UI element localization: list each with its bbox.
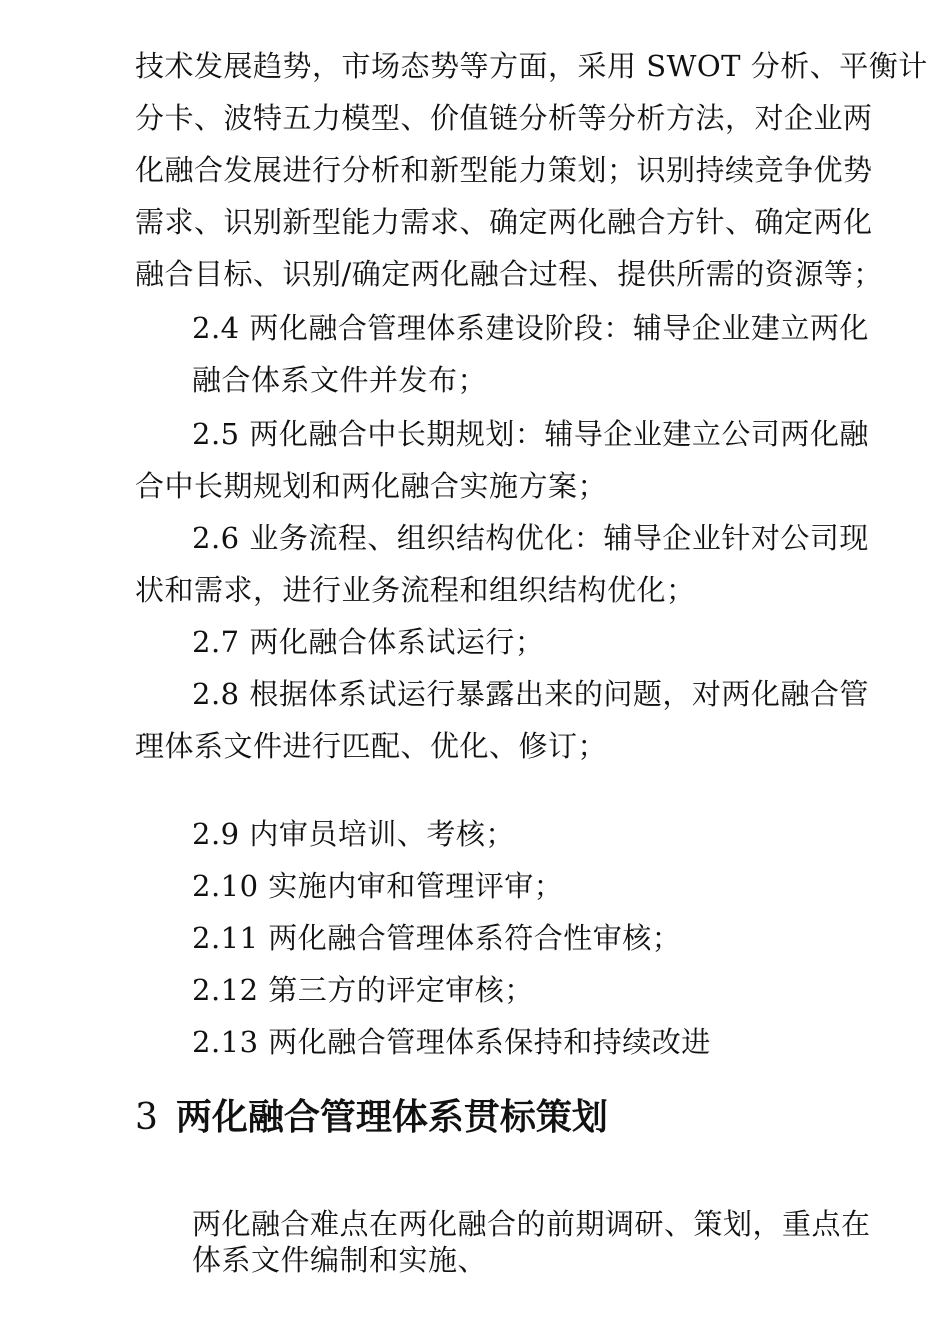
list-item-2-6: 2.6 业务流程、组织结构优化：辅导企业针对公司现 (192, 521, 869, 555)
closing-paragraph-line: 两化融合难点在两化融合的前期调研、策划，重点在 (192, 1207, 871, 1241)
closing-paragraph-line: 体系文件编制和实施、 (192, 1243, 488, 1277)
list-item-2-6-continued: 状和需求，进行业务流程和组织结构优化； (135, 573, 696, 607)
list-item-2-7: 2.7 两化融合体系试运行； (192, 625, 545, 659)
list-item-2-8: 2.8 根据体系试运行暴露出来的问题，对两化融合管 (192, 677, 869, 711)
section-number: 3 (135, 1097, 158, 1138)
list-item-2-4-continued: 融合体系文件并发布； (192, 363, 488, 397)
list-item-2-5-continued: 合中长期规划和两化融合实施方案； (135, 469, 608, 503)
body-line: 融合目标、识别/确定两化融合过程、提供所需的资源等； (135, 257, 883, 291)
list-item-2-11: 2.11 两化融合管理体系符合性审核； (192, 921, 682, 955)
list-item-2-12: 2.12 第三方的评定审核； (192, 973, 534, 1007)
body-line: 分卡、波特五力模型、价值链分析等分析方法，对企业两 (135, 101, 873, 135)
list-item-2-9: 2.9 内审员培训、考核； (192, 817, 515, 851)
body-line: 需求、识别新型能力需求、确定两化融合方针、确定两化 (135, 205, 873, 239)
list-item-2-8-continued: 理体系文件进行匹配、优化、修订； (135, 729, 608, 763)
body-line: 技术发展趋势，市场态势等方面，采用 SWOT 分析、平衡计 (135, 49, 928, 83)
section-title: 两化融合管理体系贯标策划 (175, 1097, 608, 1138)
list-item-2-10: 2.10 实施内审和管理评审； (192, 869, 564, 903)
list-item-2-13: 2.13 两化融合管理体系保持和持续改进 (192, 1025, 711, 1059)
body-line: 化融合发展进行分析和新型能力策划；识别持续竞争优势 (135, 153, 873, 187)
list-item-2-5: 2.5 两化融合中长期规划：辅导企业建立公司两化融 (192, 417, 869, 451)
section-heading (135, 1096, 608, 1140)
list-item-2-4: 2.4 两化融合管理体系建设阶段：辅导企业建立两化 (192, 311, 869, 345)
